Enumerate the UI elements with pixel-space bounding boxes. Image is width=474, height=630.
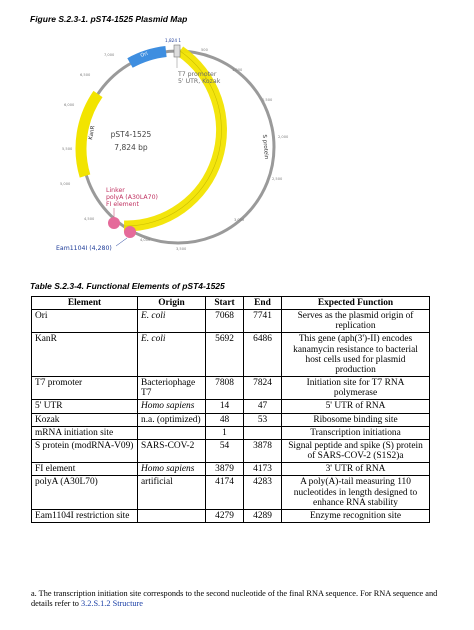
header-end: End: [244, 297, 282, 310]
cell-start: 3879: [206, 463, 244, 476]
cell-element: T7 promoter: [32, 377, 138, 400]
tick-label: 3,000: [234, 218, 245, 222]
table-row: [32, 377, 430, 400]
table-caption: Table S.2.3-4. Functional Elements of pST4-1525: [30, 281, 225, 291]
cell-function: Transcription initiationa: [282, 426, 430, 439]
plasmid-name: pST4-1525: [110, 130, 152, 139]
header-origin: Origin: [138, 297, 206, 310]
cell-element: 5' UTR: [32, 400, 138, 413]
t7-promoter-callout: T7 promoter: [178, 71, 217, 78]
cell-element: KanR: [32, 333, 138, 377]
cell-function: 3' UTR of RNA: [282, 463, 430, 476]
cell-element: S protein (modRNA-V09): [32, 439, 138, 462]
tick-label: 7,000: [104, 53, 115, 57]
cell-origin: n.a. (optimized): [138, 413, 206, 426]
t7-promoter-marker: [174, 45, 180, 57]
fi-element-callout: FI element: [106, 201, 139, 208]
cell-start: 7808: [206, 377, 244, 400]
tick-label: 2,500: [272, 177, 283, 181]
cell-function: Serves as the plasmid origin of replication: [282, 310, 430, 333]
table-row: [32, 439, 430, 462]
cell-origin: [138, 509, 206, 522]
cell-origin: [138, 426, 206, 439]
functional-elements-table: [31, 296, 430, 523]
table-row: [32, 413, 430, 426]
table-row: [32, 400, 430, 413]
table-row: [32, 476, 430, 509]
cell-end: 4289: [244, 509, 282, 522]
kanr-label: KanR: [88, 125, 97, 141]
cell-element: mRNA initiation site: [32, 426, 138, 439]
cell-start: 4174: [206, 476, 244, 509]
cell-origin: Homo sapiens: [138, 400, 206, 413]
tick-label: 4,000: [140, 238, 151, 242]
tick-label: 1,500: [262, 98, 273, 102]
footnote-text: a. The transcription initiation site corresponds to the second nucleotide of the final RNA sequence. For RNA sequence and details refer to: [31, 589, 438, 609]
cell-origin: artificial: [138, 476, 206, 509]
cell-start: 7068: [206, 310, 244, 333]
eam1104i-callout: Eam1104I (4,280): [56, 245, 112, 252]
t7-position-label: 1,824 1: [165, 38, 181, 43]
cell-end: 4283: [244, 476, 282, 509]
cell-end: 7741: [244, 310, 282, 333]
cell-element: polyA (A30L70): [32, 476, 138, 509]
cell-origin: Bacteriophage T7: [138, 377, 206, 400]
utr-kozak-callout: 5' UTR, Kozak: [178, 78, 221, 85]
cell-element: Ori: [32, 310, 138, 333]
table-row: [32, 463, 430, 476]
s-protein-label: S protein: [260, 134, 270, 160]
table-header-row: [32, 297, 430, 310]
table-row: [32, 509, 430, 522]
cell-origin: E. coli: [138, 310, 206, 333]
tick-label: 4,500: [84, 217, 95, 221]
ori-label: Ori: [139, 50, 149, 59]
cell-end: 4173: [244, 463, 282, 476]
cell-end: [244, 426, 282, 439]
cell-start: 1: [206, 426, 244, 439]
tick-label: 6,000: [64, 103, 75, 107]
cell-start: 4279: [206, 509, 244, 522]
ori-arc: [130, 52, 166, 64]
cell-function: This gene (aph(3')-II) encodes kanamycin resistance to bacterial host cells used for plasmid production: [282, 333, 430, 377]
footnote: [31, 589, 441, 610]
header-element: Element: [32, 297, 138, 310]
table-row: [32, 310, 430, 333]
plasmid-map: [0, 26, 474, 266]
tick-label: 1,000: [232, 68, 243, 72]
fi-element-marker: [108, 217, 120, 229]
cell-origin: Homo sapiens: [138, 463, 206, 476]
polya-callout: polyA (A30LA70): [106, 194, 158, 201]
cell-function: Initiation site for T7 RNA polymerase: [282, 377, 430, 400]
tick-label: 2,000: [278, 135, 289, 139]
cell-end: 6486: [244, 333, 282, 377]
header-start: Start: [206, 297, 244, 310]
structure-link[interactable]: 3.2.S.1.2 Structure: [81, 599, 143, 609]
cell-start: 5692: [206, 333, 244, 377]
figure-caption: Figure S.2.3-1. pST4-1525 Plasmid Map: [30, 14, 188, 24]
tick-label: 5,500: [62, 147, 73, 151]
tick-label: 6,500: [80, 73, 91, 77]
cell-end: 7824: [244, 377, 282, 400]
cell-start: 54: [206, 439, 244, 462]
polya-marker: [124, 226, 136, 238]
tick-label: 3,500: [176, 247, 187, 251]
cell-start: 48: [206, 413, 244, 426]
tick-label: 5,000: [60, 182, 71, 186]
cell-origin: E. coli: [138, 333, 206, 377]
cell-function: A poly(A)-tail measuring 110 nucleotides in length designed to enhance RNA stability: [282, 476, 430, 509]
linker-callout: Linker: [106, 187, 125, 194]
cell-element: Eam1104I restriction site: [32, 509, 138, 522]
cell-function: 5' UTR of RNA: [282, 400, 430, 413]
tick-label: 500: [201, 48, 208, 52]
header-function: Expected Function: [282, 297, 430, 310]
cell-start: 14: [206, 400, 244, 413]
table-row: [32, 333, 430, 377]
cell-function: Ribosome binding site: [282, 413, 430, 426]
cell-end: 47: [244, 400, 282, 413]
table-row: [32, 426, 430, 439]
cell-element: FI element: [32, 463, 138, 476]
cell-function: Signal peptide and spike (S) protein of SARS-COV-2 (S1S2)a: [282, 439, 430, 462]
cell-end: 3878: [244, 439, 282, 462]
cell-origin: SARS-COV-2: [138, 439, 206, 462]
cell-function: Enzyme recognition site: [282, 509, 430, 522]
cell-element: Kozak: [32, 413, 138, 426]
plasmid-size: 7,824 bp: [114, 143, 148, 152]
cell-end: 53: [244, 413, 282, 426]
